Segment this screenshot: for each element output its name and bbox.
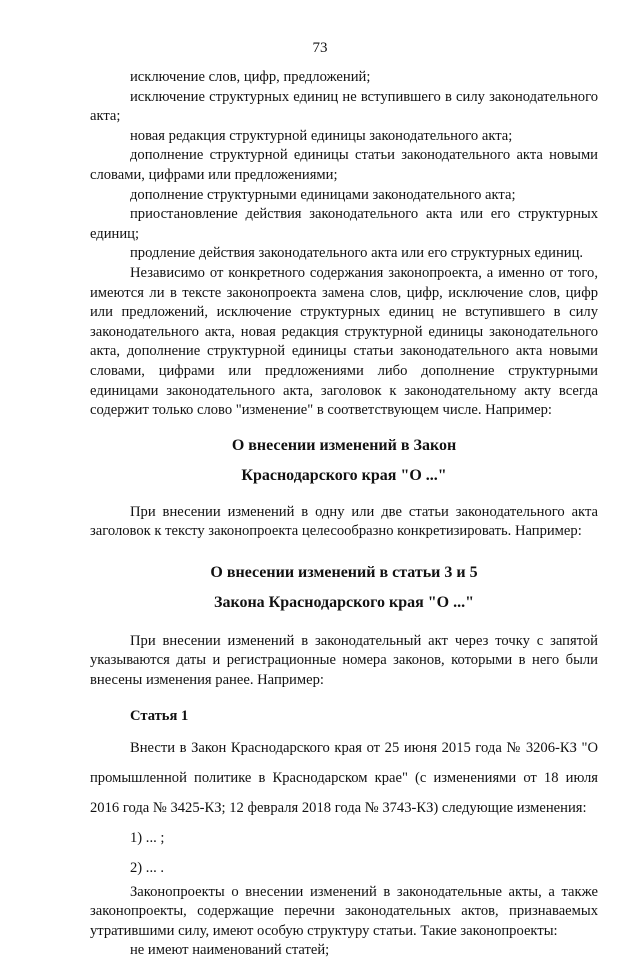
example-heading-line: О внесении изменений в статьи 3 и 5 — [210, 563, 478, 581]
list-item: не имеют наименований статей; — [130, 942, 330, 959]
list-item: дополнение структурными единицами законодательного акта; — [130, 186, 516, 203]
article-item: 1) ... ; — [130, 829, 165, 846]
article-title: Статья 1 — [130, 707, 189, 724]
list-item: дополнение структурной единицы статьи законодательного акта новыми словами, цифрами или предложениями; — [90, 147, 598, 183]
list-item: продление действия законодательного акта или его структурных единиц. — [130, 245, 584, 262]
paragraph: Законопроекты о внесении изменений в законодательные акты, а также законопроекты, содержащие перечни законодательных актов, признаваемых утратившими силу, имеют особую структуру статьи. Такие законопроекты: — [90, 883, 598, 939]
list-item: исключение слов, цифр, предложений; — [130, 69, 371, 85]
list-item: новая редакция структурной единицы законодательного акта; — [130, 127, 513, 144]
example-heading-line: Закона Краснодарского края "О ..." — [214, 593, 474, 611]
list-item: приостановление действия законодательного акта или его структурных единиц; — [90, 206, 598, 242]
paragraph: Независимо от конкретного содержания законопроекта, а именно от того, имеются ли в тексте законопроекта замена слов, цифр, исключение слов, цифр или предложений, исключение структурных единиц не вступившего в силу законодательного акта, новая редакция структурной единицы законодательного акта, дополнение структурной единицы статьи законодательного акта новыми словами, цифрами или предложениями либо дополнение структурными единицами законодательного акта, заголовок к законодательному акту всегда содержит только слово "изменение" в соответствующем числе. Например: — [90, 264, 598, 419]
article-item: 2) ... . — [130, 859, 165, 876]
page-number: 73 — [312, 40, 328, 56]
document-body — [90, 68, 598, 961]
example-heading-line: Краснодарского края "О ..." — [241, 466, 447, 484]
list-item: исключение структурных единиц не вступившего в силу законодательного акта; — [90, 88, 598, 125]
example-heading-2 — [90, 558, 598, 618]
example-heading-1 — [90, 431, 598, 491]
example-heading-line: О внесении изменений в Закон — [231, 436, 457, 454]
paragraph: При внесении изменений в одну или две статьи законодательного акта заголовок к тексту законопроекта целесообразно конкретизировать. Например: — [90, 503, 598, 540]
article-text: Внести в Закон Краснодарского края от 25 июня 2015 года № 3206-КЗ "О промышленной политике в Краснодарском крае" (с изменениями от 18 июля 2016 года № 3425-КЗ; 12 февраля 2018 года № 3743-КЗ) следующие изменения: — [90, 739, 598, 816]
paragraph: При внесении изменений в законодательный акт через точку с запятой указываются даты и регистрационные номера законов, которыми в него были внесены изменения ранее. Например: — [90, 632, 598, 689]
